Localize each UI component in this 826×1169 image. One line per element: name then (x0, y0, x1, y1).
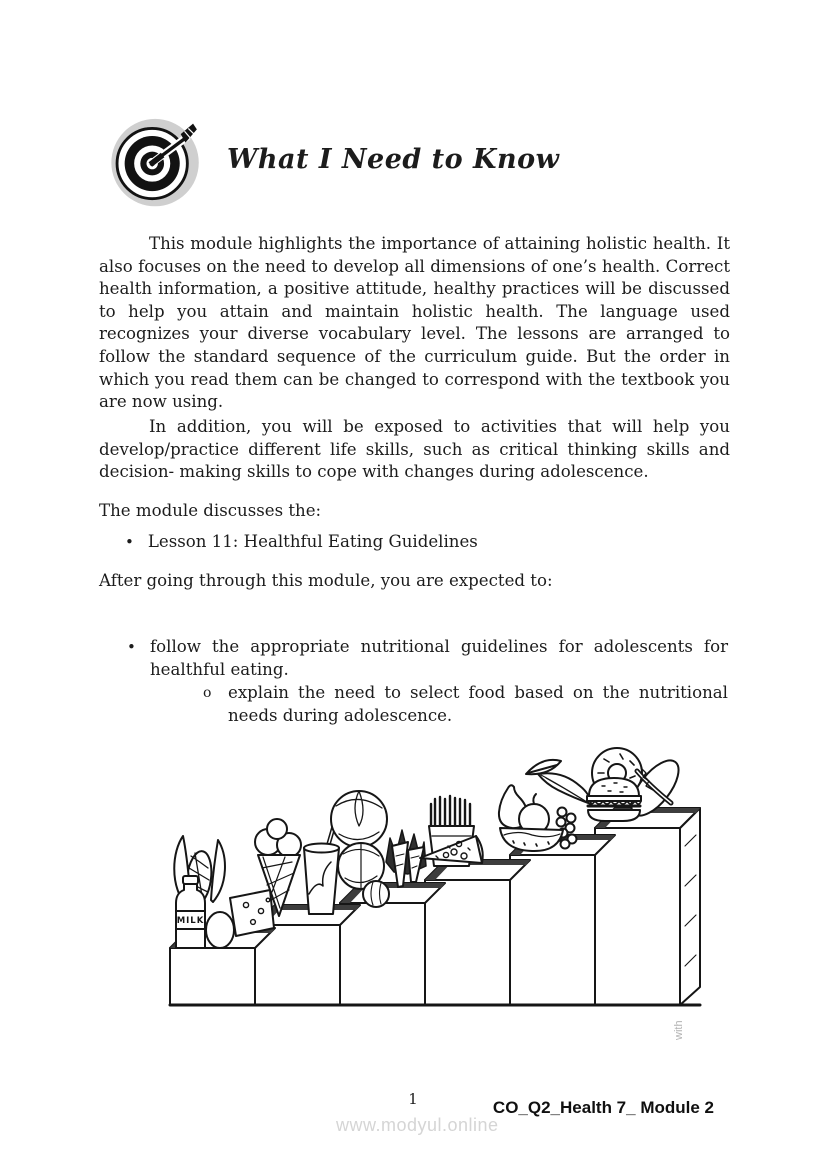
module-discusses-label: The module discusses the: (99, 501, 322, 520)
burger-top-bun (589, 778, 639, 796)
bullet-icon: • (125, 533, 134, 551)
sub-objective-text: explain the need to select food based on the nutritional needs during adolescence. (228, 683, 728, 725)
milk-group (174, 836, 274, 948)
fries-pizza-group (420, 796, 483, 866)
burger-bottom-bun (588, 810, 640, 821)
objective-text: follow the appropriate nutritional guidelines for adolescents for healthful eating. (150, 637, 728, 679)
module-code: CO_Q2_Health 7_ Module 2 (492, 1098, 714, 1117)
milk-label: MILK (176, 916, 205, 926)
cheese (230, 890, 274, 936)
intro-paragraph: This module highlights the importance of attaining holistic health. It also focuses on the need to develop all dimensions of one’s health. Correct health information, a positive attitude, healthy practices will be discussed to help you attain and maintain holistic health. The language used recognizes your diverse vocabulary level. The lessons are arranged to follow the standard sequence of the curriculum guide. But the order in which you read them can be changed to correspond with the textbook you are now using. (99, 234, 730, 412)
lesson-label: Lesson 11: Healthful Eating Guidelines (147, 532, 478, 551)
site-watermark: www.modyul.online (336, 1115, 499, 1135)
life-skills-paragraph: In addition, you will be exposed to activities that will help you develop/practice different life skills, such as critical thinking skills and decision- making skills to cope with changes during adolescence. (99, 417, 730, 482)
bullet-icon: • (127, 638, 136, 656)
french-fries (431, 796, 470, 828)
page-title: What I Need to Know (227, 144, 560, 175)
lesson-list-item (125, 531, 478, 553)
dartboard-target-icon (107, 117, 205, 212)
circle-bullet-icon: o (203, 685, 212, 701)
squash (363, 881, 389, 907)
egg (206, 912, 234, 948)
objective-list-item (127, 636, 728, 681)
food-staircase-illustration (158, 742, 703, 1042)
milk-bottle-cap (183, 876, 198, 884)
artist-signature: with (673, 1020, 685, 1040)
sub-objective-list-item (203, 682, 728, 727)
fruit-group (499, 760, 591, 851)
page-number: 1 (408, 1090, 418, 1108)
milkshake-cup (304, 848, 339, 914)
expectation-label: After going through this module, you are expected to: (99, 571, 553, 590)
